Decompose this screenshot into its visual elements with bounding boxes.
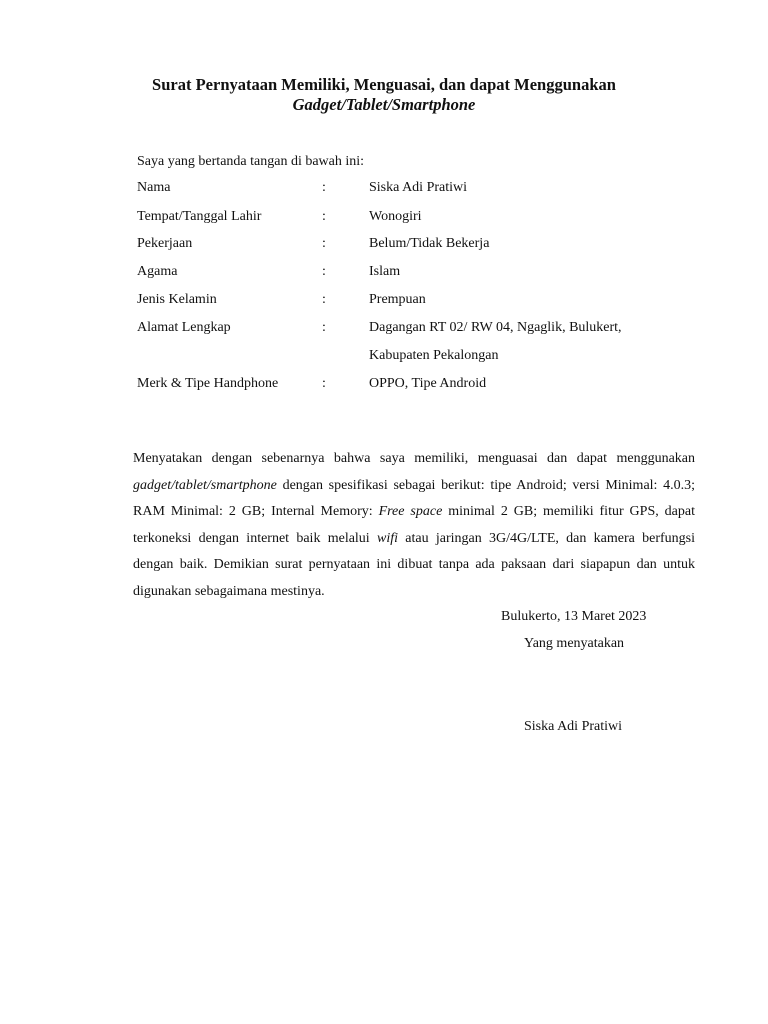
field-colon: :	[322, 180, 326, 195]
field-value: Belum/Tidak Bekerja	[369, 236, 490, 251]
signature-role: Yang menyatakan	[524, 636, 625, 651]
field-value-continuation: Kabupaten Pekalongan	[369, 348, 499, 363]
field-colon: :	[322, 376, 326, 391]
signature-name: Siska Adi Pratiwi	[524, 719, 623, 734]
signature-place-date: Bulukerto, 13 Maret 2023	[501, 609, 647, 624]
field-colon: :	[322, 292, 326, 307]
field-label: Merk & Tipe Handphone	[137, 376, 279, 391]
field-row-pekerjaan	[0, 234, 768, 254]
field-row-alamat-lengkap	[0, 318, 768, 363]
field-value: Dagangan RT 02/ RW 04, Ngaglik, Bulukert,	[369, 320, 622, 335]
field-label: Agama	[137, 264, 178, 279]
field-value: Siska Adi Pratiwi	[369, 180, 468, 195]
statement-italic-wifi: wifi	[376, 530, 398, 546]
field-row-tempat-tanggal-lahir	[0, 207, 768, 227]
statement-italic-gadget: gadget/tablet/smartphone	[133, 477, 277, 493]
field-value: Islam	[369, 264, 401, 279]
field-colon: :	[322, 320, 326, 335]
field-row-nama	[0, 178, 768, 198]
field-colon: :	[322, 264, 326, 279]
statement-text: minimal 2 GB; memiliki fitur GPS, dapat terkoneksi dengan internet baik melalui	[133, 504, 695, 546]
statement-italic-free-space: Free space	[378, 504, 443, 520]
document-title: Surat Pernyataan Memiliki, Menguasai, dan dapat Menggunakan	[152, 75, 616, 94]
statement-text: dengan spesifikasi sebagai berikut: tipe Android; versi Minimal: 4.0.3; RAM Minimal: 2 GB; Internal Memory:	[133, 477, 695, 520]
field-value: Prempuan	[369, 292, 426, 307]
field-value: Wonogiri	[369, 209, 422, 224]
field-colon: :	[322, 209, 326, 224]
field-label: Jenis Kelamin	[137, 292, 217, 307]
field-label: Tempat/Tanggal Lahir	[137, 209, 262, 224]
intro-text: Saya yang bertanda tangan di bawah ini:	[137, 154, 365, 169]
field-label: Alamat Lengkap	[137, 320, 231, 335]
statement-paragraph	[133, 446, 695, 606]
statement-text: Menyatakan dengan sebenarnya bahwa saya memiliki, menguasai dan dapat menggunakan	[133, 451, 695, 466]
document-subtitle: Gadget/Tablet/Smartphone	[292, 95, 476, 114]
field-row-jenis-kelamin	[0, 290, 768, 310]
field-colon: :	[322, 236, 326, 251]
field-label: Pekerjaan	[137, 236, 193, 251]
statement-text: atau jaringan 3G/4G/LTE, dan kamera berfungsi dengan baik. Demikian surat pernyataan ini dibuat tanpa ada paksaan dari siapapun dan untuk digunakan sebagaimana mestinya.	[133, 530, 696, 599]
field-row-merk-tipe-handphone	[0, 374, 768, 394]
field-row-agama	[0, 262, 768, 282]
field-value: OPPO, Tipe Android	[369, 376, 487, 391]
field-label: Nama	[137, 180, 171, 195]
